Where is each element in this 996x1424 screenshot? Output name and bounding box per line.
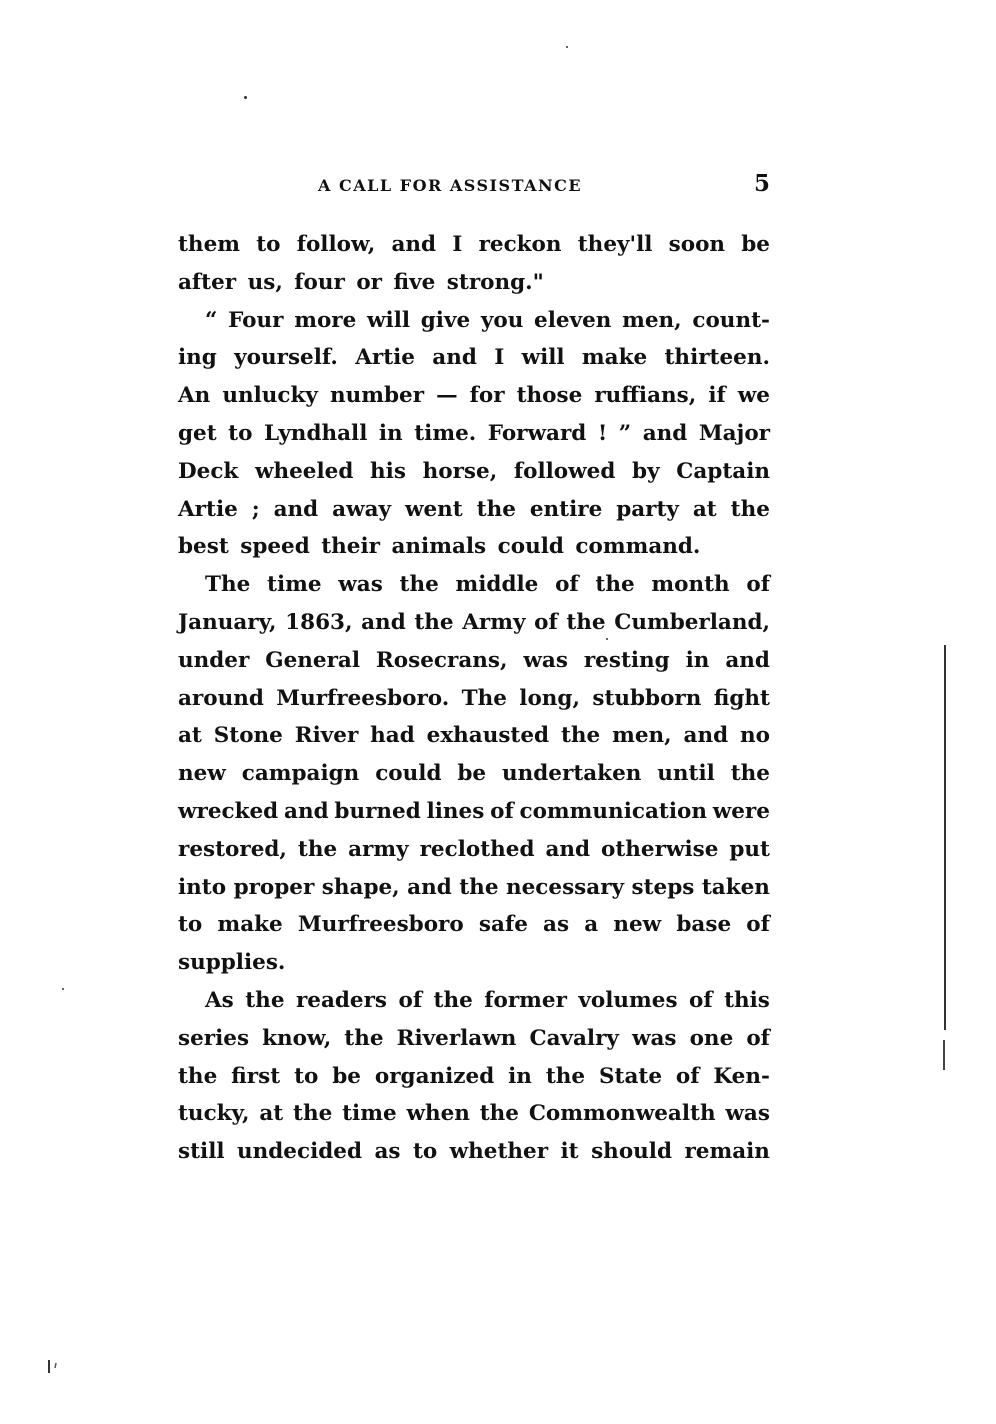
- word: number: [329, 383, 425, 409]
- word: to: [178, 912, 203, 938]
- text-line: [178, 226, 770, 264]
- text-line: [178, 339, 770, 377]
- running-head: A CALL FOR ASSISTANCE: [318, 176, 583, 195]
- word: taken: [701, 874, 770, 900]
- word: of: [534, 609, 558, 635]
- word: ”: [618, 420, 632, 446]
- word: was: [338, 572, 383, 598]
- word: and: [284, 798, 329, 824]
- word: entire: [529, 496, 603, 522]
- word: of: [398, 987, 423, 1013]
- word: to: [256, 232, 281, 257]
- word: was: [631, 1025, 677, 1051]
- word: away: [332, 496, 392, 522]
- word: horse,: [422, 458, 498, 484]
- word: a: [584, 912, 599, 938]
- text-line: [178, 1095, 770, 1133]
- word: undecided: [237, 1139, 362, 1165]
- word: Four: [228, 307, 284, 333]
- word: of: [675, 1063, 700, 1089]
- word: no: [740, 723, 770, 749]
- word: the: [545, 1063, 586, 1089]
- word: long,: [519, 685, 580, 711]
- word: we: [737, 383, 770, 409]
- word: undertaken: [502, 761, 642, 787]
- word: Lyndhall: [263, 420, 368, 446]
- word: yourself.: [234, 345, 338, 371]
- word: make: [581, 345, 648, 371]
- word: the: [730, 496, 770, 522]
- word: as: [374, 1139, 401, 1165]
- word: Artie: [355, 345, 415, 371]
- word: thirteen.: [664, 345, 770, 371]
- body-text: [178, 226, 770, 1171]
- word: month: [651, 572, 730, 598]
- word: Major: [698, 420, 770, 446]
- scan-corner-mark: [46, 1358, 60, 1374]
- word: and: [391, 232, 437, 257]
- word: campaign: [241, 761, 360, 787]
- word: were: [712, 798, 770, 824]
- word: the: [293, 1101, 333, 1127]
- text-line: after us, four or five strong.": [178, 269, 544, 295]
- text-line: [178, 415, 770, 453]
- page-number: 5: [753, 170, 770, 197]
- scan-margin-line: [943, 1040, 945, 1070]
- word: the: [566, 609, 606, 635]
- word: Artie: [178, 496, 238, 522]
- word: at: [178, 723, 202, 749]
- word: of: [490, 798, 514, 824]
- text-line: [178, 793, 770, 831]
- text-line: [178, 302, 770, 340]
- word: still: [178, 1139, 225, 1165]
- word: !: [597, 420, 608, 446]
- word: middle: [455, 572, 539, 598]
- word: “: [205, 307, 218, 333]
- text-line: [178, 755, 770, 793]
- word: tucky,: [178, 1101, 250, 1127]
- word: General: [265, 647, 360, 673]
- word: to: [228, 420, 253, 446]
- word: exhausted: [426, 723, 550, 749]
- word: Stone: [213, 723, 283, 749]
- word: 1863,: [285, 609, 353, 635]
- word: eleven: [534, 307, 612, 333]
- word: January,: [178, 609, 277, 635]
- word: it: [560, 1139, 579, 1165]
- text-line: [178, 453, 770, 491]
- text-line: supplies.: [178, 950, 286, 976]
- word: the: [560, 723, 601, 749]
- word: base: [676, 912, 732, 938]
- word: the: [459, 874, 499, 900]
- text-line: [178, 604, 770, 642]
- word: into: [178, 874, 227, 900]
- word: I: [452, 232, 463, 257]
- word: be: [332, 1063, 361, 1089]
- word: and: [725, 647, 770, 673]
- text-line: [178, 869, 770, 907]
- word: stubborn: [592, 685, 702, 711]
- word: An: [178, 383, 211, 409]
- word: the: [178, 1063, 218, 1089]
- word: in: [685, 647, 710, 673]
- word: Cumberland,: [614, 609, 770, 635]
- word: the: [730, 761, 770, 787]
- word: and: [545, 836, 591, 862]
- word: unlucky: [222, 383, 318, 409]
- word: to: [294, 1063, 319, 1089]
- text-line: [178, 377, 770, 415]
- word: new: [178, 761, 226, 787]
- word: get: [178, 420, 217, 446]
- word: fight: [713, 685, 770, 711]
- text-line: [178, 491, 770, 529]
- word: his: [370, 458, 406, 484]
- word: the: [595, 572, 635, 598]
- word: ing: [178, 345, 217, 371]
- word: give: [420, 307, 471, 333]
- word: if: [708, 383, 726, 409]
- word: be: [741, 232, 770, 257]
- word: army: [348, 836, 409, 862]
- page-header: [178, 170, 772, 202]
- word: and: [642, 420, 688, 446]
- word: of: [746, 912, 770, 938]
- word: and: [273, 496, 319, 522]
- word: whether: [449, 1139, 549, 1165]
- word: follow,: [296, 232, 376, 257]
- word: burned: [334, 798, 421, 824]
- word: Captain: [676, 458, 770, 484]
- word: time: [267, 572, 322, 598]
- word: Rosecrans,: [375, 647, 508, 673]
- word: you: [480, 307, 524, 333]
- word: by: [632, 458, 660, 484]
- word: former: [484, 987, 567, 1013]
- word: organized: [374, 1063, 495, 1089]
- word: and: [683, 723, 729, 749]
- word: the: [245, 987, 285, 1013]
- word: of: [689, 987, 713, 1013]
- word: lines: [426, 798, 485, 824]
- word: Ken-: [713, 1063, 770, 1089]
- word: this: [724, 987, 770, 1013]
- word: men,: [622, 307, 682, 333]
- scan-speck: [244, 96, 247, 99]
- word: Riverlawn: [396, 1025, 517, 1051]
- word: the: [476, 496, 516, 522]
- word: Army: [462, 609, 526, 635]
- word: —: [436, 383, 458, 409]
- word: Murfreesboro.: [276, 685, 450, 711]
- word: be: [457, 761, 487, 787]
- word: had: [370, 723, 415, 749]
- word: should: [591, 1139, 672, 1165]
- word: and: [432, 345, 477, 371]
- word: Commonwealth: [528, 1101, 716, 1127]
- word: will: [521, 345, 565, 371]
- word: new: [613, 912, 662, 938]
- word: of: [555, 572, 579, 598]
- word: in: [508, 1063, 532, 1089]
- text-line: [178, 982, 770, 1020]
- word: reclothed: [419, 836, 535, 862]
- word: could: [375, 761, 442, 787]
- word: men,: [612, 723, 672, 749]
- word: the: [414, 609, 454, 635]
- word: followed: [513, 458, 616, 484]
- text-line: best speed their animals could command.: [178, 534, 701, 560]
- word: the: [479, 1101, 519, 1127]
- word: ;: [251, 496, 260, 522]
- word: shape,: [321, 874, 400, 900]
- word: one: [689, 1025, 734, 1051]
- text-line: [178, 717, 770, 755]
- word: of: [746, 1025, 770, 1051]
- word: to: [412, 1139, 438, 1165]
- word: time.: [414, 420, 477, 446]
- word: River: [294, 723, 359, 749]
- word: around: [178, 685, 264, 711]
- word: wheeled: [254, 458, 354, 484]
- word: steps: [631, 874, 695, 900]
- word: and: [407, 874, 452, 900]
- word: them: [178, 232, 240, 257]
- word: was: [725, 1101, 770, 1127]
- word: series: [178, 1025, 250, 1051]
- word: the: [344, 1025, 384, 1051]
- word: I: [494, 345, 505, 371]
- word: remain: [684, 1139, 770, 1165]
- word: at: [692, 496, 717, 522]
- word: will: [367, 307, 411, 333]
- word: went: [404, 496, 463, 522]
- text-line: [178, 831, 770, 869]
- word: proper: [233, 874, 315, 900]
- word: party: [616, 496, 679, 522]
- word: communication: [519, 798, 707, 824]
- text-line: [178, 1133, 770, 1171]
- word: the: [399, 572, 439, 598]
- scan-speck: [62, 988, 64, 990]
- text-line: [178, 642, 770, 680]
- word: they'll: [577, 232, 653, 257]
- word: under: [178, 647, 250, 673]
- word: volumes: [578, 987, 678, 1013]
- word: otherwise: [601, 836, 719, 862]
- word: Murfreesboro: [297, 912, 464, 938]
- word: and: [361, 609, 406, 635]
- word: readers: [295, 987, 388, 1013]
- word: The: [205, 572, 251, 598]
- word: soon: [668, 232, 726, 257]
- word: State: [599, 1063, 663, 1089]
- word: wrecked: [178, 798, 279, 824]
- word: of: [746, 572, 770, 598]
- scan-margin-line: [944, 645, 946, 1030]
- word: necessary: [505, 874, 625, 900]
- word: when: [406, 1101, 470, 1127]
- word: make: [217, 912, 283, 938]
- word: Cavalry: [529, 1025, 619, 1051]
- text-line: [178, 906, 770, 944]
- word: ruffians,: [594, 383, 697, 409]
- word: for: [469, 383, 505, 409]
- word: put: [729, 836, 770, 862]
- word: The: [461, 685, 507, 711]
- word: as: [543, 912, 570, 938]
- word: Forward: [487, 420, 587, 446]
- word: safe: [478, 912, 528, 938]
- word: the: [433, 987, 473, 1013]
- word: reckon: [478, 232, 562, 257]
- word: those: [516, 383, 583, 409]
- text-line: [178, 566, 770, 604]
- word: at: [259, 1101, 284, 1127]
- word: time: [342, 1101, 397, 1127]
- word: count-: [692, 307, 770, 333]
- text-line: [178, 680, 770, 718]
- word: was: [523, 647, 568, 673]
- word: first: [231, 1063, 281, 1089]
- word: restored,: [178, 836, 287, 862]
- word: Deck: [178, 458, 239, 484]
- word: more: [294, 307, 357, 333]
- word: until: [657, 761, 715, 787]
- word: As: [205, 987, 234, 1013]
- word: know,: [262, 1025, 332, 1051]
- word: the: [297, 836, 338, 862]
- word: in: [378, 420, 403, 446]
- text-line: [178, 1020, 770, 1058]
- scan-speck: [566, 46, 568, 48]
- word: resting: [583, 647, 670, 673]
- text-line: [178, 1058, 770, 1096]
